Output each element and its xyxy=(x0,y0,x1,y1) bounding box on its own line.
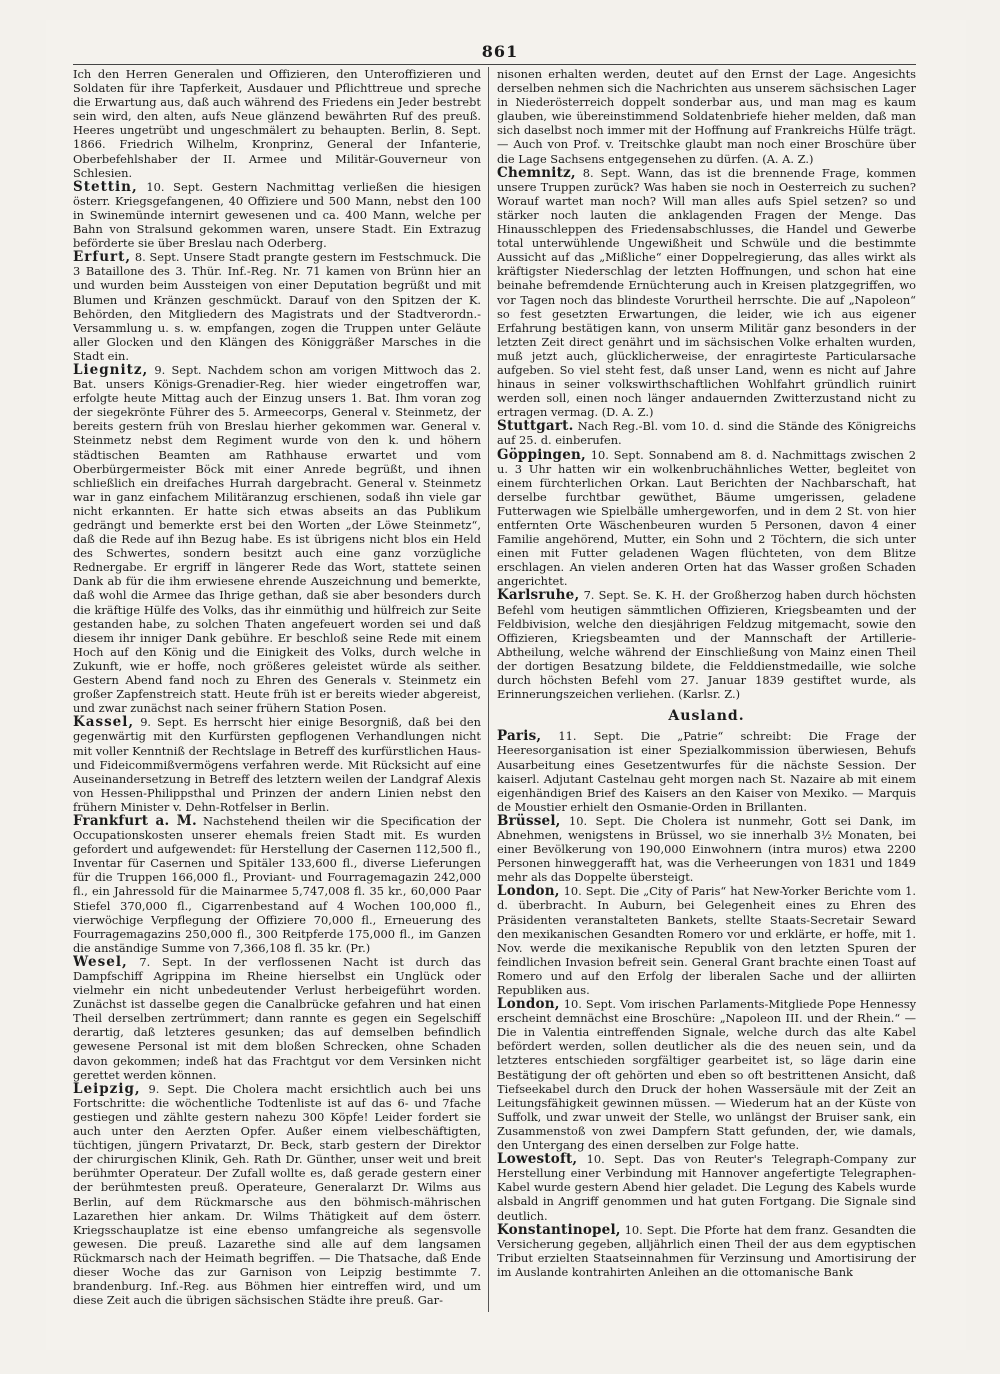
article-text: 9. Sept. Die Cholera macht ersichtlich auch bei uns Fortschritte: die wöchentliche Todtenliste ist auf das 6- und 7fache gestiegen und zählte gestern nahezu 300 Köpfe! Leider fordert sie auch unter den Aerzten Opfer. Außer einem vielbeschäftigten, tüchtigen, jüngern Privatarzt, Dr. Beck, starb gestern der Direktor der chirurgischen Klinik, Geh. Rath Dr. Günther, unser weit und breit berühmter Operateur. Der Zufall wollte es, daß gerade gestern einer der berühmtesten preuß. Operateure, Generalarzt Dr. Wilms aus Berlin, auf dem Rückmarsche aus den böhmisch-mährischen Lazarethen hier ankam. Dr. Wilms Thätigkeit auf dem österr. Kriegsschauplatze ist eine ebenso umfangreiche als segensvolle gewesen. Die preuß. Lazarethe sind alle auf dem langsamen Rückmarsch nach der Heimath begriffen. — Die Thatsache, daß Ende dieser Woche das zur Garnison von Leipzig bestimmte 7. brandenburg. Inf.-Reg. aus Böhmen hier eintreffen wird, und um diese Zeit auch die übrigen sächsischen Städte ihre preuß. Gar- xyxy=(73,1081,481,1308)
article-text: 7. Sept. In der verflossenen Nacht ist durch das Dampfschiff Agrippina im Rheine hierselbst ein Unglück oder vielmehr ein nicht unbedeutender Verlust herbeigeführt worden. Zunächst ist dasselbe gegen die Canalbrücke gefahren und hat einen Theil derselben zertrümmert; dann rannte es gegen ein Segelschiff derartig, daß letzteres gesunken; das auf demselben befindlich gewesene Personal ist mit dem bloßen Schrecken, ohne Schaden davon gekommen; indeß hat das Frachtgut vor dem Versinken nicht gerettet werden können. xyxy=(73,954,481,1082)
right-column xyxy=(497,67,916,1317)
column-divider xyxy=(488,67,489,1312)
article-text: 10. Sept. Die Pforte hat dem franz. Gesandten die Versicherung gegeben, alljährlich einen Theil der aus dem egyptischen Tribut erzielten Staatseinnahmen für Verzinsung und Amortisirung der im Auslande kontrahirten Anleihen an die ottomanische Bank xyxy=(497,1222,916,1279)
article-text: 10. Sept. Das von Reuter's Telegraph-Company zur Herstellung einer Verbindung mit Hannover angefertigte Telegraphen-Kabel wurde gestern Abend hier geladet. Die Legung des Kabels wurde alsbald in Angriff genommen und hat guten Fortgang. Die Signale sind deutlich. xyxy=(497,1152,916,1223)
article-dateline: Chemnitz, xyxy=(497,164,576,181)
article-erfurt xyxy=(73,250,481,363)
article-text: 7. Sept. Se. K. H. der Großherzog haben durch höchsten Befehl vom heutigen sämmtlichen Offizieren, Kriegsbeamten und der Feldbivision, welche den diesjährigen Feldzug mitgemacht, sowie den Offizieren, Kriegsbeamten und der Mannschaft der Artillerie-Abtheilung, welche während der Einschließung von Mainz einen Theil der dortigen Besatzung bildete, die Felddienstmedaille, wie solche durch höchsten Befehl vom 27. Januar 1839 gestiftet wurde, als Erinnerungszeichen verliehen. (Karlsr. Z.) xyxy=(497,588,916,702)
article-dateline: Frankfurt a. M. xyxy=(73,812,197,829)
article-liegnitz xyxy=(73,363,481,715)
article-paris xyxy=(497,729,916,814)
section-heading-ausland: Ausland. xyxy=(668,708,745,725)
article-dateline: Konstantinopel, xyxy=(497,1221,621,1238)
article-text: 8. Sept. Wann, das ist die brennende Frage, kommen unsere Truppen zurück? Was haben sie noch in Oesterreich zu suchen? Worauf wartet man noch? Will man alles aufs Spiel setzen? so und stärker noch lauten die anklagenden Fragen der Menge. Das Hinausschleppen des Friedensabschlusses, die Handel und Gewerbe total unterwühlende Ungewißheit und Schwüle und die bestimmte Aussicht auf das „Mißliche“ einer Doppelregierung, das alles wirkt als kräftigster Niederschlag der letzten Hoffnungen, und schon hat eine beinahe befremdende Ernüchterung auch in Kreisen platzgegriffen, wo vor Tagen noch das blindeste Vorurtheil herrschte. Die auf „Napoleon“ so fest gesetzten Erwartungen, die leider, wie ich aus eigener Erfahrung bestätigen kann, von unserm Militär ganz besonders in der letzten Zeit direct genährt und im sächsischen Volke erhalten wurden, muß jetzt auch, glücklicherweise, der enragirteste Particularsache aufgeben. So viel steht fest, daß unser Land, wenn es nicht auf Jahre hinaus in seiner volkswirthschaftlichen Wohlfahrt gründlich ruinirt werden soll, einen noch länger andauernden Zwitterzustand nicht zu ertragen vermag. (D. A. Z.) xyxy=(497,165,916,420)
article-dateline: Stuttgart. xyxy=(497,418,574,435)
article-dateline: Wesel, xyxy=(73,953,128,970)
article-text: 9. Sept. Es herrscht hier einige Besorgniß, daß bei den gegenwärtig mit den Kurfürsten gepflogenen Verhandlungen nicht mit voller Kenntniß der Rechtslage in Betreff des kurfürstlichen Haus- und Fideicommißvermögens verfahren werde. Mit Rücksicht auf eine Auseinandersetzung in Betreff des letztern weilen der Landgraf Alexis von Hessen-Philippsthal und Prinzen der andern Linien nebst den frühern Minister v. Dehn-Rotfelser in Berlin. xyxy=(73,715,481,814)
article-frankfurt xyxy=(73,814,481,955)
article-dateline: Stettin, xyxy=(73,178,138,195)
article-chemnitz xyxy=(497,166,916,420)
article-london-1 xyxy=(497,884,916,997)
article-leipzig xyxy=(73,1082,481,1308)
article-dateline: Paris, xyxy=(497,728,542,745)
article-stettin xyxy=(73,180,481,250)
article-dateline: Kassel, xyxy=(73,714,135,731)
article-karlsruhe xyxy=(497,588,916,701)
article-text: 10. Sept. Sonnabend am 8. d. Nachmittags zwischen 2 u. 3 Uhr hatten wir ein wolkenbruchähnliches Wetter, begleitet von einem fürchterlichen Orkan. Laut Berichten der Nachbarschaft, hat derselbe furchtbar gewüthet, Bäume umgerissen, geladene Futterwagen wie Spielbälle umhergeworfen, und in dem 2 St. von hier entfernten Orte Wäschenbeuren wurden 5 Personen, davon 4 einer Familie angehörend, Mutter, ein Sohn und 2 Töchtern, die sich unter einen mit Futter geladenen Wagen flüchteten, von dem Blitze erschlagen. An vielen anderen Orten hat das Wasser großen Schaden angerichtet. xyxy=(497,447,916,589)
article-text: Nachstehend theilen wir die Specification der Occupationskosten unserer ehemals freien Stadt mit. Es wurden gefordert und aufgewendet: für Herstellung der Casernen 112,500 fl., Inventar für Casernen und Spitäler 133,600 fl., diverse Lieferungen für die Truppen 166,000 fl., Proviant- und Fourragemagazin 242,000 fl., ein Jahressold für die Mainarmee 5,747,008 fl. 35 kr., 60,000 Paar Stiefel 370,000 fl., Cigarrenbestand auf 4 Wochen 100,000 fl., vierwöchige Verpflegung der Offiziere 70,000 fl., Erneuerung des Fourragemagazins 250,000 fl., 300 Reitpferde 175,000 fl., im Ganzen die anständige Summe von 7,366,108 fl. 35 kr. (Pr.) xyxy=(73,813,481,955)
article-stuttgart xyxy=(497,419,916,447)
article-text: Nach Reg.-Bl. vom 10. d. sind die Stände des Königreichs auf 25. d. einberufen. xyxy=(497,419,916,448)
article-kassel xyxy=(73,715,481,814)
article-text: 10. Sept. Die „City of Paris“ hat New-Yorker Berichte vom 1. d. überbracht. In Auburn, bei Gelegenheit eines zu Ehren des Präsidenten veranstalteten Bankets, stellte Staats-Secretair Seward den mexikanischen Gesandten Romero vor und erklärte, er hoffe, mit 1. Nov. werde die mexikanische Republik von den letzten Spuren der feindlichen Invasion befreit sein. General Grant brachte einen Toast auf Romero und auf den Erfolg der liberalen Sache und der alliirten Republiken aus. xyxy=(497,884,916,997)
article-text: 10. Sept. Gestern Nachmittag verließen die hiesigen österr. Kriegsgefangenen, 40 Offiziere und 500 Mann, nebst den 100 in Swinemünde internirt gewesenen und ca. 400 Mann, welche per Bahn von Stralsund gekommen waren, unsere Stadt. Ein Extrazug beförderte sie über Breslau nach Oderberg. xyxy=(73,179,481,251)
article-text: 10. Sept. Vom irischen Parlaments-Mitgliede Pope Hennessy erscheint demnächst eine Broschüre: „Napoleon III. und der Rhein.“ — Die in Valentia eintreffenden Signale, welche durch das alte Kabel befördert werden, sollen deutlicher als die des neuen sein, und da letzteres entschieden sorgfältiger gearbeitet ist, so läge darin eine Bestätigung der oft gehörten und eben so oft bestrittenen Ansicht, daß Tiefseekabel durch den Druck der hohen Wassersäule mit der Zeit an Leitungsfähigkeit gewinnen müssen. — Wiederum hat an der Küste von Suffolk, und zwar unweit der Stelle, wo unlängst der Bruiser sank, ein Zusammenstoß von zwei Dampfern Statt gefunden, der, wie damals, den Untergang des einen derselben zur Folge hatte. xyxy=(497,997,916,1153)
article-dateline: London, xyxy=(497,996,560,1013)
article-konstantinopel xyxy=(497,1223,916,1279)
article-dateline: Erfurt, xyxy=(73,249,132,266)
article-text: 8. Sept. Unsere Stadt prangte gestern im Festschmuck. Die 3 Bataillone des 3. Thür. Inf.-Reg. Nr. 71 kamen von Brünn hier an und wurden beim Aussteigen von einer Deputation begrüßt und mit Blumen und Kränzen geschmückt. Darauf von den Spitzen der K. Behörden, den Mitgliedern des Magistrats und der Stadtverordn.-Versammlung u. s. w. empfangen, zogen die Truppen unter Geläute aller Glocken und den Klängen des Königgräßer Marsches in die Stadt ein. xyxy=(73,250,481,363)
article-dateline: Lowestoft, xyxy=(497,1151,578,1168)
article-leipzig-continued xyxy=(497,67,916,166)
page-number: 861 xyxy=(481,42,519,61)
article-dateline: Brüssel, xyxy=(497,812,561,829)
article-bruessel xyxy=(497,814,916,884)
article-dateline: Göppingen, xyxy=(497,446,586,463)
article-kronprinz-proclamation xyxy=(73,67,481,180)
left-column xyxy=(73,67,481,1317)
article-text: 9. Sept. Nachdem schon am vorigen Mittwoch das 2. Bat. unsers Königs-Grenadier-Reg. hier wieder eingetroffen war, erfolgte heute Mittag auch der Einzug unsers 1. Bat. Ihm voran zog der siegekrönte Führer des 5. Armeecorps, General v. Steinmetz, der bereits gestern früh von Breslau hierher gekommen war. General v. Steinmetz nebst dem Regiment wurde von den k. und höhern städtischen Beamten am Rathhause erwartet und vom Oberbürgermeister Böck mit einer Anrede begrüßt, und ihnen schließlich ein dreifaches Hurrah dargebracht. General v. Steinmetz war in ganz einfachem Militäranzug erschienen, sodaß ihn viele gar nicht erkannten. Er hatte sich etwas abseits an das Publikum gedrängt und bemerkte erst bei den Worten „der Löwe Steinmetz“, daß die Rede auf ihn Bezug habe. Es ist übrigens nicht blos ein Held des Schwertes, sondern besitzt auch eine ganz vorzügliche Rednergabe. Er ergriff in längerer Rede das Wort, stattete seinen Dank ab für die ihm erwiesene ehrende Auszeichnung und bemerkte, daß wohl die Armee das Ihrige gethan, daß sie aber besonders durch die kräftige Hülfe des Volks, das ihr einmüthig und hülfreich zur Seite gestanden habe, zu solchen Thaten angefeuert worden sei und daß diesem ihr inniger Dank gebühre. Er beschloß seine Rede mit einem Hoch auf den König und die Einigkeit des Volks, durch welche in Zukunft, wie er hoffe, noch größeres geleistet würde als seither. Gestern Abend fand noch zu Ehren des Generals v. Steinmetz ein großer Zapfenstreich statt. Heute früh ist er bereits wieder abgereist, und zwar zunächst nach seiner frühern Station Posen. xyxy=(73,362,481,716)
top-rule xyxy=(73,64,916,65)
article-text: 11. Sept. Die „Patrie“ schreibt: Die Frage der Heeresorganisation ist einer Spezialkommission überwiesen, Behufs Ausarbeitung eines Gesetzentwurfes für die nächste Session. Der kaiserl. Adjutant Castelnau geht morgen nach St. Nazaire ab mit einem eigenhändigen Brief des Kaisers an den Kaiser von Mexiko. — Marquis de Moustier erhielt den Osmanie-Orden in Brillanten. xyxy=(497,729,916,814)
article-dateline: Karlsruhe, xyxy=(497,587,580,604)
article-london-2 xyxy=(497,997,916,1152)
article-text: nisonen erhalten werden, deutet auf den Ernst der Lage. Angesichts derselben nehmen sich die Nachrichten aus unserem sächsischen Lager in Niederösterreich doppelt sonderbar aus, und man mag es kaum glauben, wie übereinstimmend Soldatenbriefe hieher melden, daß man sich daselbst noch immer mit der Hoffnung auf Frankreichs Hülfe trägt. — Auch von Prof. v. Treitschke glaubt man noch einer Broschüre über die Lage Sachsens entgegensehen zu dürfen. (A. A. Z.) xyxy=(497,67,916,166)
article-lowestoft xyxy=(497,1152,916,1222)
article-text: Ich den Herren Generalen und Offizieren, den Unteroffizieren und Soldaten für ihre Tapferkeit, Ausdauer und Pflichttreue und spreche die Erwartung aus, daß auch während des Friedens ein Jeder bestrebt sein wird, den alten, aufs Neue glänzend bewährten Ruf des preuß. Heeres ungetrübt und ungeschmälert zu behaupten. Berlin, 8. Sept. 1866. Friedrich Wilhelm, Kronprinz, General der Infanterie, Oberbefehlshaber der II. Armee und Militär-Gouverneur von Schlesien. xyxy=(73,67,481,180)
article-text: 10. Sept. Die Cholera ist nunmehr, Gott sei Dank, im Abnehmen, wenigstens in Brüssel, wo sie innerhalb 3½ Monaten, bei einer Bevölkerung von 190,000 Einwohnern (intra muros) etwa 2200 Personen hinweggerafft hat, was die Verheerungen von 1831 und 1849 mehr als das Doppelte übersteigt. xyxy=(497,813,916,885)
article-wesel xyxy=(73,955,481,1082)
article-goeppingen xyxy=(497,448,916,589)
article-dateline: Leipzig, xyxy=(73,1080,141,1097)
article-dateline: London, xyxy=(497,883,560,900)
article-dateline: Liegnitz, xyxy=(73,361,149,378)
